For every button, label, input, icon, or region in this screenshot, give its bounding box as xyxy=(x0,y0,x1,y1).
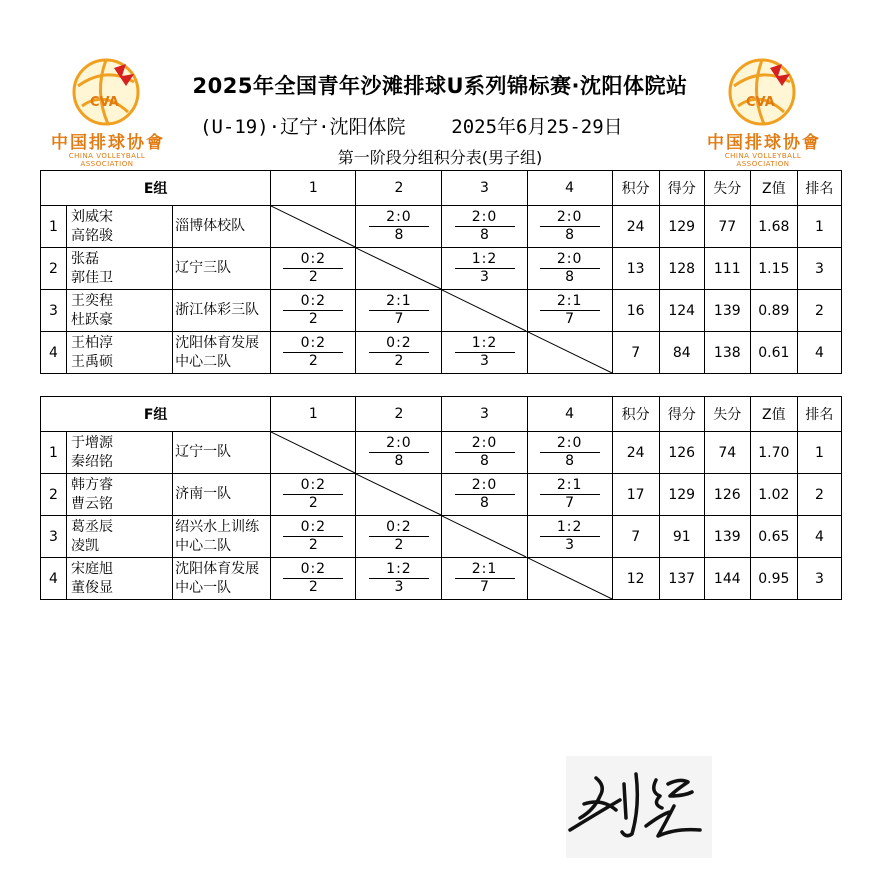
handwritten-signature-icon xyxy=(566,756,712,858)
stat-scored: 129 xyxy=(659,474,704,516)
match-result xyxy=(356,290,442,332)
player-name: 凌凯 xyxy=(71,537,100,554)
players-cell xyxy=(67,516,173,558)
player-name: 于增源 xyxy=(71,434,114,451)
team-name: 辽宁三队 xyxy=(173,248,271,290)
stat-conceded: 139 xyxy=(704,516,750,558)
opponent-header: 4 xyxy=(527,171,612,206)
stat-rank: 3 xyxy=(797,558,841,600)
match-points: 8 xyxy=(565,269,575,285)
set-score: 2:0 xyxy=(540,209,600,227)
match-points: 2 xyxy=(308,537,318,553)
match-result xyxy=(356,516,442,558)
match-points: 2 xyxy=(308,269,318,285)
player-name: 曹云铭 xyxy=(71,495,114,512)
group-name: F组 xyxy=(41,397,271,432)
team-name: 浙江体彩三队 xyxy=(173,290,271,332)
team-name: 济南一队 xyxy=(173,474,271,516)
match-result xyxy=(442,474,527,516)
column-header-conceded: 失分 xyxy=(704,171,750,206)
player-name: 秦绍铭 xyxy=(71,453,114,470)
table-row xyxy=(41,516,842,558)
stat-conceded: 144 xyxy=(704,558,750,600)
match-result xyxy=(271,332,356,374)
stat-conceded: 74 xyxy=(704,432,750,474)
match-points: 3 xyxy=(480,269,489,285)
stat-conceded: 126 xyxy=(704,474,750,516)
stat-z: 0.61 xyxy=(750,332,797,374)
players-cell xyxy=(67,206,173,248)
match-points: 8 xyxy=(480,495,489,511)
player-name: 高铭骏 xyxy=(71,227,114,244)
page-subtitle: (U-19)·辽宁·沈阳体院 2025年6月25-29日 xyxy=(200,116,623,138)
group-table xyxy=(40,170,842,374)
match-result xyxy=(271,558,356,600)
player-name: 杜跃豪 xyxy=(71,311,114,328)
match-result xyxy=(442,432,527,474)
stat-rank: 1 xyxy=(797,206,841,248)
players-cell xyxy=(67,332,173,374)
stat-points: 7 xyxy=(612,332,659,374)
player-name: 宋庭旭 xyxy=(71,560,114,577)
stat-points: 13 xyxy=(612,248,659,290)
match-result xyxy=(271,516,356,558)
column-header-rank: 排名 xyxy=(797,171,841,206)
seed-number: 4 xyxy=(41,332,67,374)
column-header-conceded: 失分 xyxy=(704,397,750,432)
team-name: 沈阳体育发展中心二队 xyxy=(173,332,271,374)
table-row xyxy=(41,558,842,600)
team-name: 辽宁一队 xyxy=(173,432,271,474)
opponent-header: 1 xyxy=(271,397,356,432)
match-points: 7 xyxy=(480,579,489,595)
self-match-cell xyxy=(442,290,527,332)
seed-number: 2 xyxy=(41,248,67,290)
seed-number: 4 xyxy=(41,558,67,600)
set-score: 1:2 xyxy=(455,335,515,353)
player-name: 王奕程 xyxy=(71,292,114,309)
player-name: 刘威宋 xyxy=(71,208,114,225)
set-score: 2:0 xyxy=(540,435,600,453)
match-points: 8 xyxy=(480,453,489,469)
table-title: 第一阶段分组积分表(男子组) xyxy=(337,148,543,167)
stat-points: 24 xyxy=(612,432,659,474)
set-score: 1:2 xyxy=(540,519,600,537)
match-points: 2 xyxy=(308,311,318,327)
match-result xyxy=(442,248,527,290)
opponent-header: 3 xyxy=(442,171,527,206)
column-header-z: Z值 xyxy=(750,171,797,206)
match-points: 7 xyxy=(565,495,575,511)
logo-en-text: CHINA VOLLEYBALL ASSOCIATION xyxy=(68,152,146,168)
table-row xyxy=(41,432,842,474)
stat-points: 24 xyxy=(612,206,659,248)
stat-conceded: 139 xyxy=(704,290,750,332)
table-row xyxy=(41,290,842,332)
player-name: 郭佳卫 xyxy=(71,269,114,286)
set-score: 0:2 xyxy=(283,293,343,311)
self-match-cell xyxy=(271,432,356,474)
opponent-header: 2 xyxy=(356,171,442,206)
match-points: 8 xyxy=(480,227,489,243)
match-result xyxy=(527,290,612,332)
stat-conceded: 111 xyxy=(704,248,750,290)
match-points: 2 xyxy=(308,579,318,595)
set-score: 0:2 xyxy=(283,561,343,579)
match-points: 7 xyxy=(394,311,404,327)
set-score: 2:0 xyxy=(455,477,515,495)
stat-points: 7 xyxy=(612,516,659,558)
table-row xyxy=(41,206,842,248)
match-points: 8 xyxy=(394,453,404,469)
player-name: 韩方睿 xyxy=(71,476,114,493)
match-result xyxy=(356,332,442,374)
set-score: 2:0 xyxy=(540,251,600,269)
stat-rank: 1 xyxy=(797,432,841,474)
match-result xyxy=(442,206,527,248)
set-score: 2:0 xyxy=(455,435,515,453)
stat-scored: 91 xyxy=(659,516,704,558)
stat-scored: 137 xyxy=(659,558,704,600)
match-result xyxy=(527,432,612,474)
opponent-header: 1 xyxy=(271,171,356,206)
match-result xyxy=(271,248,356,290)
match-result xyxy=(356,206,442,248)
player-name: 董俊显 xyxy=(71,579,114,596)
match-points: 3 xyxy=(394,579,404,595)
table-header-row xyxy=(41,397,842,432)
stat-z: 1.68 xyxy=(750,206,797,248)
group-table xyxy=(40,396,842,600)
signature xyxy=(566,756,712,858)
svg-text:CVA: CVA xyxy=(90,95,119,110)
match-result xyxy=(527,516,612,558)
column-header-rank: 排名 xyxy=(797,397,841,432)
stat-rank: 2 xyxy=(797,474,841,516)
stat-rank: 3 xyxy=(797,248,841,290)
page-title: 2025年全国青年沙滩排球U系列锦标赛·沈阳体院站 xyxy=(192,74,688,98)
set-score: 0:2 xyxy=(283,251,343,269)
set-score: 0:2 xyxy=(283,477,343,495)
column-header-scored: 得分 xyxy=(659,171,704,206)
self-match-cell xyxy=(271,206,356,248)
match-result xyxy=(527,206,612,248)
seed-number: 3 xyxy=(41,516,67,558)
player-name: 张磊 xyxy=(71,250,100,267)
table-row xyxy=(41,332,842,374)
column-header-points: 积分 xyxy=(612,397,659,432)
match-points: 8 xyxy=(565,453,575,469)
team-name: 沈阳体育发展中心一队 xyxy=(173,558,271,600)
logo-cn-text: 中国排球协會 xyxy=(51,133,165,153)
match-result xyxy=(356,558,442,600)
match-result xyxy=(527,248,612,290)
team-name: 绍兴水上训练中心二队 xyxy=(173,516,271,558)
match-points: 3 xyxy=(565,537,575,553)
self-match-cell xyxy=(527,558,612,600)
match-points: 2 xyxy=(394,353,404,369)
stat-z: 0.65 xyxy=(750,516,797,558)
stat-points: 16 xyxy=(612,290,659,332)
self-match-cell xyxy=(356,248,442,290)
svg-text:CVA: CVA xyxy=(746,95,775,110)
match-points: 8 xyxy=(394,227,404,243)
stat-z: 1.70 xyxy=(750,432,797,474)
players-cell xyxy=(67,432,173,474)
team-name: 淄博体校队 xyxy=(173,206,271,248)
seed-number: 1 xyxy=(41,206,67,248)
match-result xyxy=(271,290,356,332)
stat-z: 0.95 xyxy=(750,558,797,600)
set-score: 2:0 xyxy=(369,435,429,453)
stat-scored: 84 xyxy=(659,332,704,374)
table-row xyxy=(41,248,842,290)
stat-z: 1.15 xyxy=(750,248,797,290)
stat-rank: 4 xyxy=(797,332,841,374)
seed-number: 1 xyxy=(41,432,67,474)
set-score: 0:2 xyxy=(369,519,429,537)
match-result xyxy=(442,558,527,600)
set-score: 2:1 xyxy=(540,477,600,495)
match-points: 2 xyxy=(308,495,318,511)
match-points: 3 xyxy=(480,353,489,369)
match-result xyxy=(271,474,356,516)
set-score: 0:2 xyxy=(369,335,429,353)
player-name: 葛丞辰 xyxy=(71,518,114,535)
match-result xyxy=(356,432,442,474)
self-match-cell xyxy=(442,516,527,558)
players-cell xyxy=(67,248,173,290)
set-score: 1:2 xyxy=(369,561,429,579)
column-header-z: Z值 xyxy=(750,397,797,432)
self-match-cell xyxy=(356,474,442,516)
stat-rank: 4 xyxy=(797,516,841,558)
opponent-header: 3 xyxy=(442,397,527,432)
player-name: 王柏淳 xyxy=(71,334,114,351)
stat-z: 1.02 xyxy=(750,474,797,516)
set-score: 2:0 xyxy=(455,209,515,227)
match-points: 8 xyxy=(565,227,575,243)
opponent-header: 2 xyxy=(356,397,442,432)
stat-conceded: 138 xyxy=(704,332,750,374)
logo-en-text: CHINA VOLLEYBALL ASSOCIATION xyxy=(724,152,802,168)
set-score: 1:2 xyxy=(455,251,515,269)
players-cell xyxy=(67,290,173,332)
seed-number: 3 xyxy=(41,290,67,332)
match-result xyxy=(527,474,612,516)
set-score: 0:2 xyxy=(283,335,343,353)
stat-scored: 129 xyxy=(659,206,704,248)
stat-points: 17 xyxy=(612,474,659,516)
match-points: 7 xyxy=(565,311,575,327)
match-result xyxy=(442,332,527,374)
column-header-points: 积分 xyxy=(612,171,659,206)
players-cell xyxy=(67,474,173,516)
opponent-header: 4 xyxy=(527,397,612,432)
table-header-row xyxy=(41,171,842,206)
stat-scored: 124 xyxy=(659,290,704,332)
player-name: 王禹硕 xyxy=(71,353,114,370)
table-row xyxy=(41,474,842,516)
set-score: 2:1 xyxy=(540,293,600,311)
stat-rank: 2 xyxy=(797,290,841,332)
match-points: 2 xyxy=(308,353,318,369)
stat-z: 0.89 xyxy=(750,290,797,332)
set-score: 2:0 xyxy=(369,209,429,227)
set-score: 2:1 xyxy=(455,561,515,579)
self-match-cell xyxy=(527,332,612,374)
stat-points: 12 xyxy=(612,558,659,600)
set-score: 0:2 xyxy=(283,519,343,537)
stat-conceded: 77 xyxy=(704,206,750,248)
set-score: 2:1 xyxy=(369,293,429,311)
seed-number: 2 xyxy=(41,474,67,516)
players-cell xyxy=(67,558,173,600)
match-points: 2 xyxy=(394,537,404,553)
stat-scored: 128 xyxy=(659,248,704,290)
logo-cn-text: 中国排球协會 xyxy=(707,133,821,153)
group-name: E组 xyxy=(41,171,271,206)
column-header-scored: 得分 xyxy=(659,397,704,432)
stat-scored: 126 xyxy=(659,432,704,474)
